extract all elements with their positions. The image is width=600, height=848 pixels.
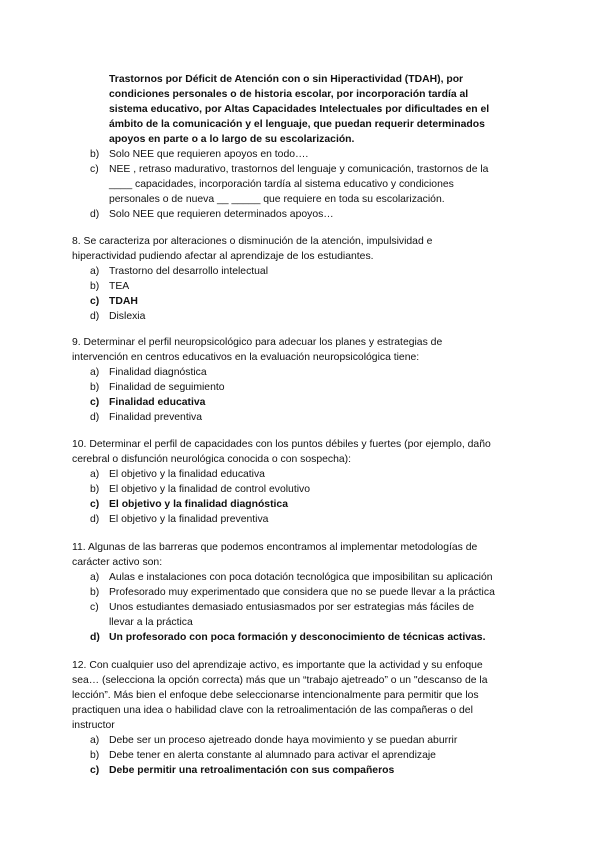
question-9-text: 9. Determinar el perfil neuropsicológico para adecuar los planes y estrategias de intervención en centros educativos en la evaluación neuropsicológica tiene: <box>72 337 443 363</box>
question-10 <box>72 437 534 527</box>
question-8-text: 8. Se caracteriza por alteraciones o disminución de la atención, impulsividad e hiperactividad pudiendo afectar al aprendizaje de los estudiantes. <box>72 236 433 262</box>
prev-question-continuation <box>72 72 534 222</box>
q11-option-b: b) Profesorado muy experimentado que considera que no se puede llevar a la práctica <box>90 587 495 598</box>
question-9 <box>72 335 534 425</box>
q10-option-a: a) El objetivo y la finalidad educativa <box>90 469 265 480</box>
q12-option-b: b) Debe tener en alerta constante al alumnado para activar el aprendizaje <box>90 750 436 761</box>
question-11 <box>72 540 534 645</box>
q9-option-b: b) Finalidad de seguimiento <box>90 382 225 393</box>
q8-option-a: a) Trastorno del desarrollo intelectual <box>90 266 269 277</box>
question-12-text: 12. Con cualquier uso del aprendizaje activo, es importante que la actividad y su enfoque sea… (selecciona la opción correcta) más que un “trabajo ajetreado” o un "descanso de la lección”. Más bien el enfoque debe seleccionarse intencionalmente para permitir que los practiquen una idea o habilidad clave con la retroalimentación de las compañeras o del instructor <box>72 660 488 731</box>
q11-option-d-correct: d) Un profesorado con poca formación y desconocimiento de técnicas activas. <box>90 632 486 643</box>
question-12 <box>72 658 534 778</box>
q10-option-c-correct: c) El objetivo y la finalidad diagnóstica <box>90 499 288 510</box>
q11-option-c: c) Unos estudiantes demasiado entusiasmados por ser estrategias más fáciles de llevar a la práctica <box>90 602 475 628</box>
q11-option-a: a) Aulas e instalaciones con poca dotación tecnológica que imposibilitan su aplicación <box>90 572 493 583</box>
q9-option-a: a) Finalidad diagnóstica <box>90 367 207 378</box>
q10-option-d: d) El objetivo y la finalidad preventiva <box>90 514 269 525</box>
q8-option-d: d) Dislexia <box>90 311 146 322</box>
q9-option-c-correct: c) Finalidad educativa <box>90 397 206 408</box>
q12-option-c-correct: c) Debe permitir una retroalimentación con sus compañeros <box>90 765 395 776</box>
prev-option-c: c) NEE , retraso madurativo, trastornos del lenguaje y comunicación, trastornos de la ____ capacidades, incorporación tardía al sistema educativo y condiciones personales o de nueva __ _____ que requiere en toda su escolarización. <box>90 164 489 205</box>
prev-option-a-text: Trastornos por Déficit de Atención con o sin Hiperactividad (TDAH), por condiciones personales o de historia escolar, por incorporación tardía al sistema educativo, por Altas Capacidades Intelectuales por dificultades en el ámbito de la comunicación y el lenguaje, que puedan requerir determinados apoyos en parte o a lo largo de su escolarización. <box>109 74 490 145</box>
q10-option-b: b) El objetivo y la finalidad de control evolutivo <box>90 484 311 495</box>
question-8 <box>72 234 534 324</box>
question-11-text: 11. Algunas de las barreras que podemos encontramos al implementar metodologías de carácter activo son: <box>72 542 478 568</box>
question-10-text: 10. Determinar el perfil de capacidades con los puntos débiles y fuertes (por ejemplo, daño cerebral o disfunción neurológica conocida o con sospecha): <box>72 439 491 465</box>
q12-option-a: a) Debe ser un proceso ajetreado donde haya movimiento y se puedan aburrir <box>90 735 458 746</box>
prev-option-d: d) Solo NEE que requieren determinados apoyos… <box>90 209 334 220</box>
q9-option-d: d) Finalidad preventiva <box>90 412 202 423</box>
q8-option-c-correct: c) TDAH <box>90 296 138 307</box>
prev-option-b: b) Solo NEE que requieren apoyos en todo…. <box>90 149 309 160</box>
q8-option-b: b) TEA <box>90 281 130 292</box>
